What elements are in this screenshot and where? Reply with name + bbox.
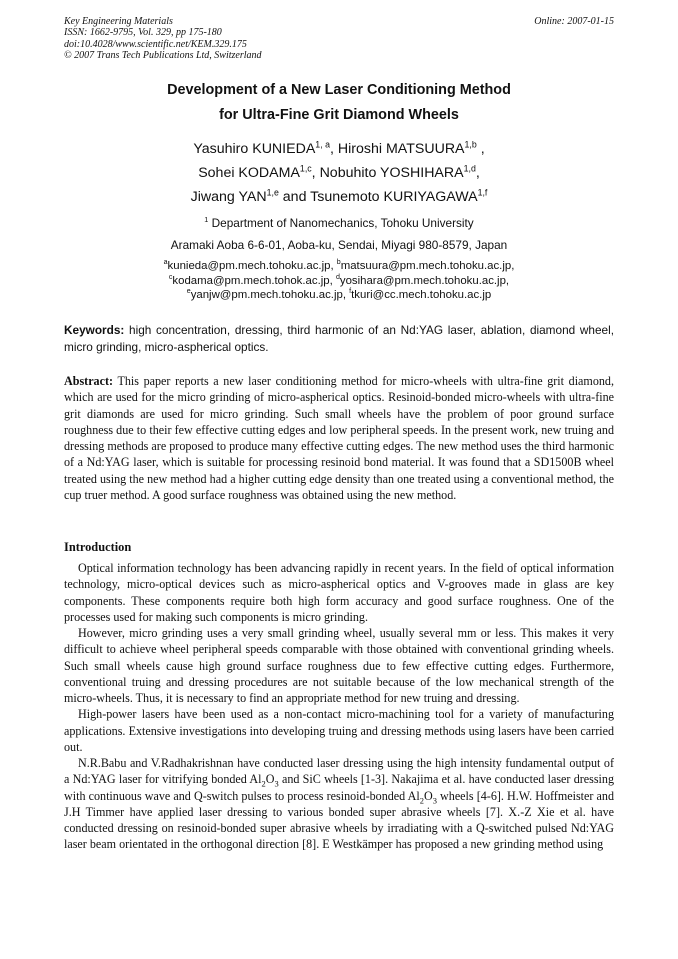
- email-link[interactable]: yosihara@pm.mech.tohoku.ac.jp,: [339, 274, 510, 287]
- paper-title-line-1: Development of a New Laser Conditioning Method: [167, 82, 511, 98]
- email-line: [0, 274, 678, 289]
- email-sup: f: [349, 288, 352, 296]
- email-separator: ,: [330, 260, 337, 272]
- abstract-label: Abstract:: [64, 374, 114, 388]
- paragraph-text-segment: wheels [4-6]. H.W. Hoffmeister and J.H Timmer have applied laser dressing to various bonded super abrasive wheels [7]. X.-Z Xie et al. have conducted dressing on resinoid-bonded super abrasive wheels by irradiating with a Q-switched pulsed Nd:YAG laser beam orientated in the orthogonal direction [8]. E Westkämper has proposed a new grinding method using: [64, 788, 614, 852]
- paragraph-text-segment: O: [423, 788, 433, 803]
- paragraph-text-segment: O: [265, 772, 275, 787]
- journal-name: Key Engineering Materials: [64, 16, 173, 27]
- keywords-label: Keywords:: [64, 323, 125, 337]
- author-affil-sup: 1,b: [464, 139, 477, 150]
- department-text: Department of Nanomechanics, Tohoku University: [211, 216, 474, 230]
- email-link[interactable]: tkuri@cc.mech.tohoku.ac.jp: [351, 289, 492, 301]
- section-heading-introduction: Introduction: [64, 540, 132, 554]
- author-name: Hiroshi MATSUURA: [337, 141, 465, 157]
- author-affil-sup: 1,f: [477, 187, 488, 198]
- abstract-text: This paper reports a new laser conditioning method for micro-wheels with ultra-fine grit diamond, which are used for the micro grinding of micro-aspherical optics. Resinoid-bonded micro-wheels with ultra-fine grit diamonds are used for micro grinding. Such small wheels have the problem of poor ground surface roughness due to their few effective cutting edges and low peripheral speeds. In the present work, new truing and dressing methods are proposed to produce many effective cutting edges. The new method uses the third harmonic of a Nd:YAG laser, which is suitable for processing resinoid bond material. It was found that a SD1500B wheel treated using the new method had a higher cutting edge density than one treated using a conventional method, the cup truer method. A good surface roughness was obtained using the new method.: [64, 374, 614, 502]
- author-name: Nobuhito YOSHIHARA: [319, 165, 464, 181]
- formula-subscript: 3: [432, 794, 437, 805]
- email-sup: b: [336, 259, 341, 267]
- author-separator: ,: [329, 141, 338, 157]
- formula-subscript: 3: [274, 778, 279, 789]
- author-affil-sup: 1,d: [463, 163, 476, 174]
- journal-metadata: [64, 16, 262, 62]
- email-sup: e: [186, 288, 191, 296]
- author-separator: and: [278, 189, 311, 205]
- email-link[interactable]: kunieda@pm.mech.tohoku.ac.jp: [167, 260, 331, 272]
- email-line: [0, 259, 678, 274]
- abstract: [64, 373, 614, 503]
- email-link[interactable]: kodama@pm.mech.tohok.ac.jp: [172, 274, 330, 287]
- paragraph: High-power lasers have been used as a non-contact micro-machining tool for a variety of manufacturing applications. Extensive investigations into developing truing and dressing methods using lasers have been carried out.: [64, 707, 614, 754]
- paragraph-text-segment: and SiC wheels [1-3]. Nakajima et al. have conducted laser dressing with continuous wave and Q-switch pulses to process resinoid-bonded Al: [64, 772, 615, 803]
- paragraph-with-formulas: [64, 755, 614, 853]
- online-date: Online: 2007-01-15: [534, 16, 614, 27]
- email-link[interactable]: yanjw@pm.mech.tohoku.ac.jp: [190, 289, 343, 301]
- email-link[interactable]: matsuura@pm.mech.tohoku.ac.jp,: [340, 260, 515, 272]
- email-sup: a: [163, 259, 168, 267]
- author-separator: ,: [476, 141, 485, 157]
- author-affil-sup: 1,c: [299, 163, 312, 174]
- email-separator: ,: [342, 289, 350, 301]
- formula-subscript: 2: [261, 778, 266, 789]
- author-line-2: [0, 165, 678, 181]
- paragraph: Optical information technology has been advancing rapidly in recent years. In the field of optical information technology, micro-optical devices such as micro-aspherical optics and V-grooves made in glass are key components. These components require both high form accuracy and good surface roughness. One of the processes used for making such components is micro grinding.: [64, 561, 614, 624]
- paragraph-text-segment: N.R.Babu and V.Radhakrishnan have conducted laser dressing using the high intensity fundamental output of a Nd:YAG laser for vitrifying bonded Al: [64, 756, 614, 787]
- copyright: © 2007 Trans Tech Publications Ltd, Switzerland: [64, 50, 262, 62]
- author-name: Jiwang YAN: [190, 189, 267, 205]
- introduction-body: [64, 560, 614, 853]
- author-separator: ,: [311, 165, 320, 181]
- keywords-text: high concentration, dressing, third harmonic of an Nd:YAG laser, ablation, diamond wheel, micro grinding, micro-aspherical optics.: [64, 323, 614, 354]
- affiliation-department: [0, 216, 678, 230]
- email-separator: ,: [329, 274, 336, 287]
- author-name: Yasuhiro KUNIEDA: [193, 141, 316, 157]
- paper-title-line-2: for Ultra-Fine Grit Diamond Wheels: [219, 107, 459, 123]
- author-line-1: [0, 141, 678, 157]
- author-affil-sup: 1, a: [315, 139, 330, 150]
- author-name: Tsunemoto KURIYAGAWA: [310, 189, 478, 205]
- author-emails: [0, 259, 678, 303]
- author-affil-sup: 1,e: [266, 187, 279, 198]
- email-sup: d: [335, 273, 340, 281]
- doi[interactable]: doi:10.4028/www.scientific.net/KEM.329.175: [64, 38, 247, 50]
- author-separator: ,: [475, 165, 480, 181]
- formula-subscript: 2: [419, 794, 424, 805]
- email-line: [0, 288, 678, 303]
- affiliation-address: Aramaki Aoba 6-6-01, Aoba-ku, Sendai, Miyagi 980-8579, Japan: [170, 238, 508, 252]
- affiliation-number: 1: [204, 215, 209, 225]
- author-line-3: [0, 189, 678, 205]
- keywords: [64, 322, 614, 356]
- email-sup: c: [168, 273, 173, 281]
- paragraph: However, micro grinding uses a very small grinding wheel, usually several mm or less. This makes it very difficult to achieve wheel peripheral speeds comparable with those obtained with conventional grinding wheels. Such small wheels cause high ground surface roughness due to few effective cutting edges. Furthermore, conventional truing and dressing procedures are not suitable because of the low mechanical strength of the micro-wheels. Thus, it is necessary to find an appropriate method for new truing and dressing.: [64, 626, 614, 705]
- issn: ISSN: 1662-9795, Vol. 329, pp 175-180: [64, 27, 222, 39]
- author-name: Sohei KODAMA: [198, 165, 300, 181]
